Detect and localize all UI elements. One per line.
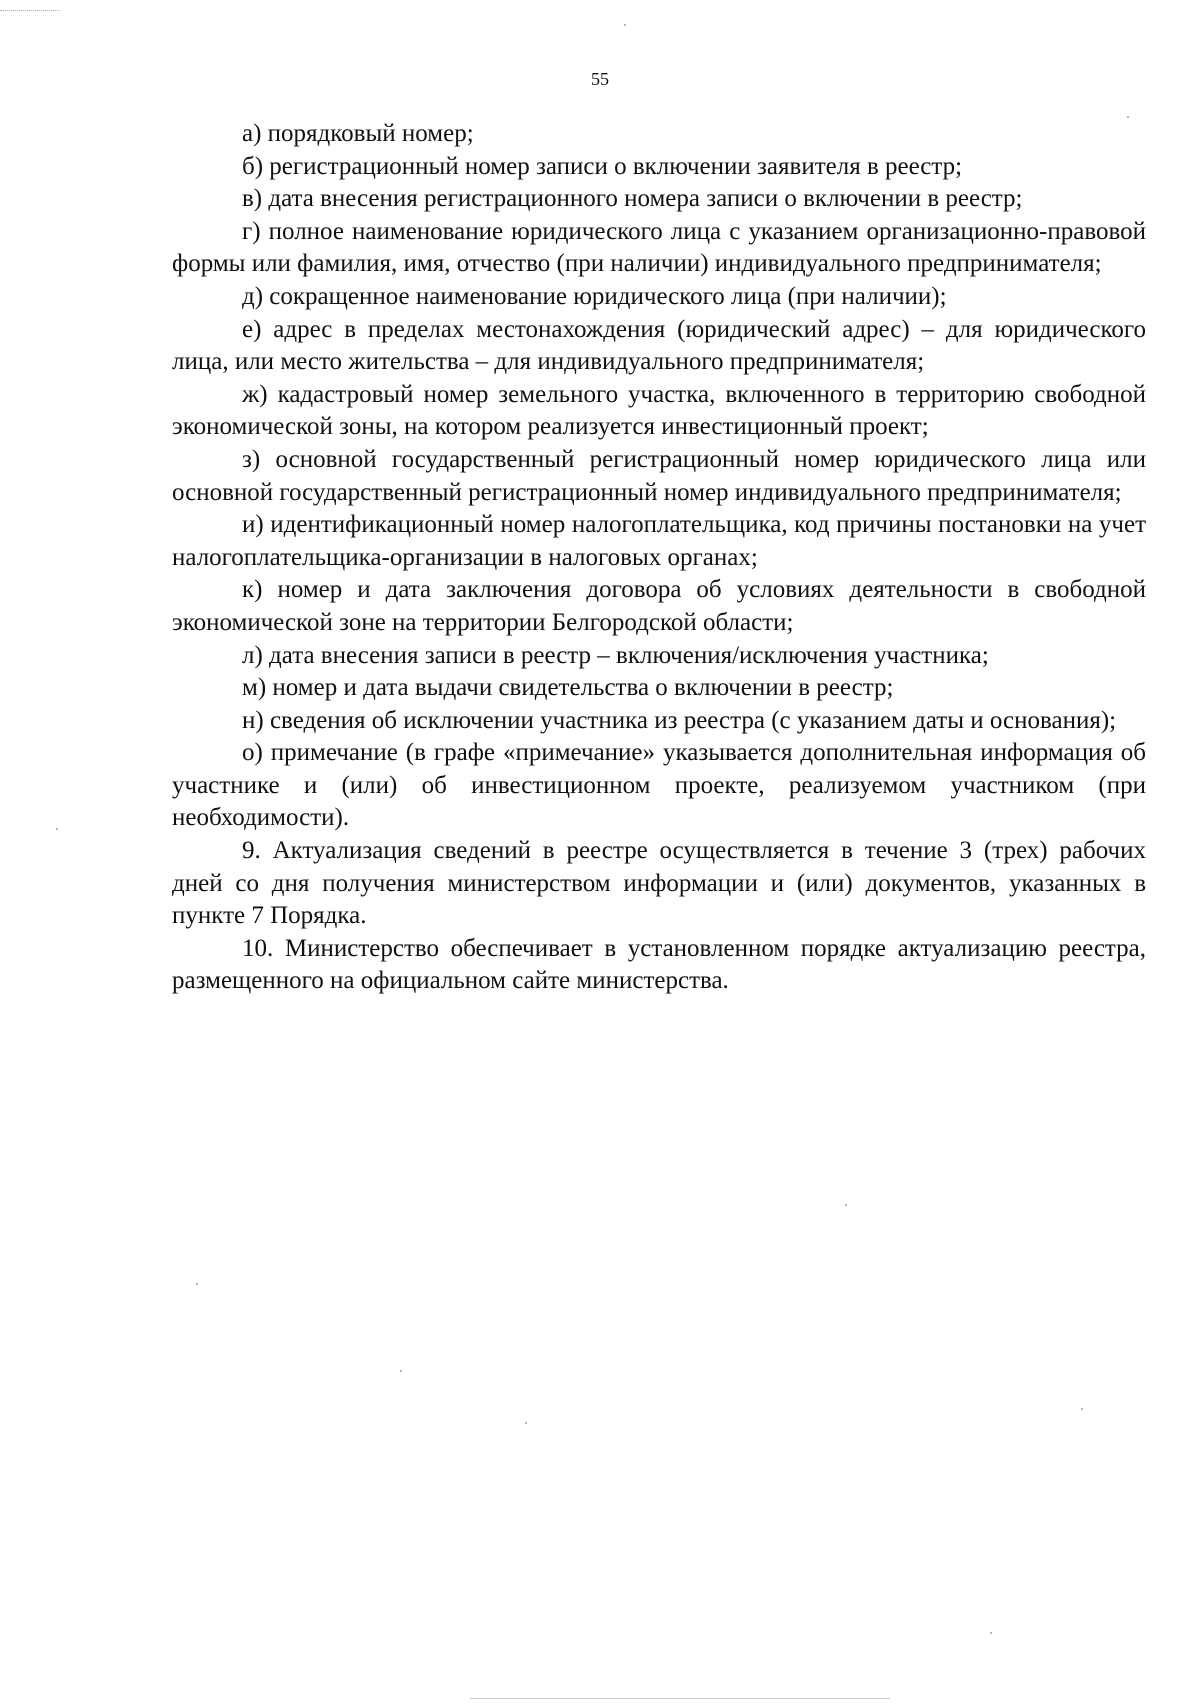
scan-speck — [845, 1204, 847, 1206]
clause-10: 10. Министерство обеспечивает в установленном порядке актуализацию реестра, размещенного на официальном сайте министерства. — [172, 934, 1146, 995]
list-item-a: а) порядковый номер; — [242, 120, 474, 147]
scan-speck — [525, 1422, 527, 1424]
list-item-o: о) примечание (в графе «примечание» указывается дополнительная информация об участнике и (или) об инвестиционном проекте, реализуемом участником (при необходимости). — [172, 739, 1146, 832]
list-item-zh: ж) кадастровый номер земельного участка, включенного в территорию свободной экономической зоны, на котором реализуется инвестиционный проект; — [172, 380, 1146, 441]
list-item-l: л) дата внесения записи в реестр – включения/исключения участника; — [242, 641, 989, 669]
list-item-v: в) дата внесения регистрационного номера записи о включении в реестр; — [242, 185, 1023, 213]
list-item-z: з) основной государственный регистрационный номер юридического лица или основной государственный регистрационный номер индивидуального предпринимателя; — [172, 445, 1146, 506]
scan-speck — [400, 1370, 402, 1372]
list-item-n: н) сведения об исключении участника из реестра (с указанием даты и основания); — [242, 706, 1117, 734]
list-item-e: е) адрес в пределах местонахождения (юридический адрес) – для юридического лица, или место жительства – для индивидуального предпринимателя; — [172, 315, 1146, 376]
scan-speck — [56, 828, 58, 830]
list-item-d: д) сокращенное наименование юридического лица (при наличии); — [242, 282, 947, 310]
list-item-g: г) полное наименование юридического лица с указанием организационно-правовой формы или фамилия, имя, отчество (при наличии) индивидуального предпринимателя; — [172, 217, 1146, 278]
scan-speck — [1081, 1408, 1083, 1410]
scan-speck — [990, 1632, 992, 1634]
scan-speck — [1127, 116, 1129, 118]
scan-speck — [196, 1283, 198, 1285]
scan-corner-mark — [0, 0, 60, 11]
scan-bottom-edge — [470, 1698, 890, 1699]
page-number: 55 — [591, 69, 609, 89]
clause-9: 9. Актуализация сведений в реестре осуществляется в течение 3 (трех) рабочих дней со дня получения министерством информации и (или) документов, указанных в пункте 7 Порядка. — [172, 837, 1146, 930]
list-item-b: б) регистрационный номер записи о включении заявителя в реестр; — [242, 152, 963, 180]
document-body — [172, 118, 1146, 998]
list-item-m: м) номер и дата выдачи свидетельства о включении в реестр; — [242, 674, 894, 702]
list-item-k: к) номер и дата заключения договора об условиях деятельности в свободной экономической зоне на территории Белгородской области; — [172, 576, 1146, 636]
list-item-i: и) идентификационный номер налогоплательщика, код причины постановки на учет налогоплательщика-организации в налоговых органах; — [172, 511, 1146, 571]
scan-speck — [624, 24, 626, 26]
